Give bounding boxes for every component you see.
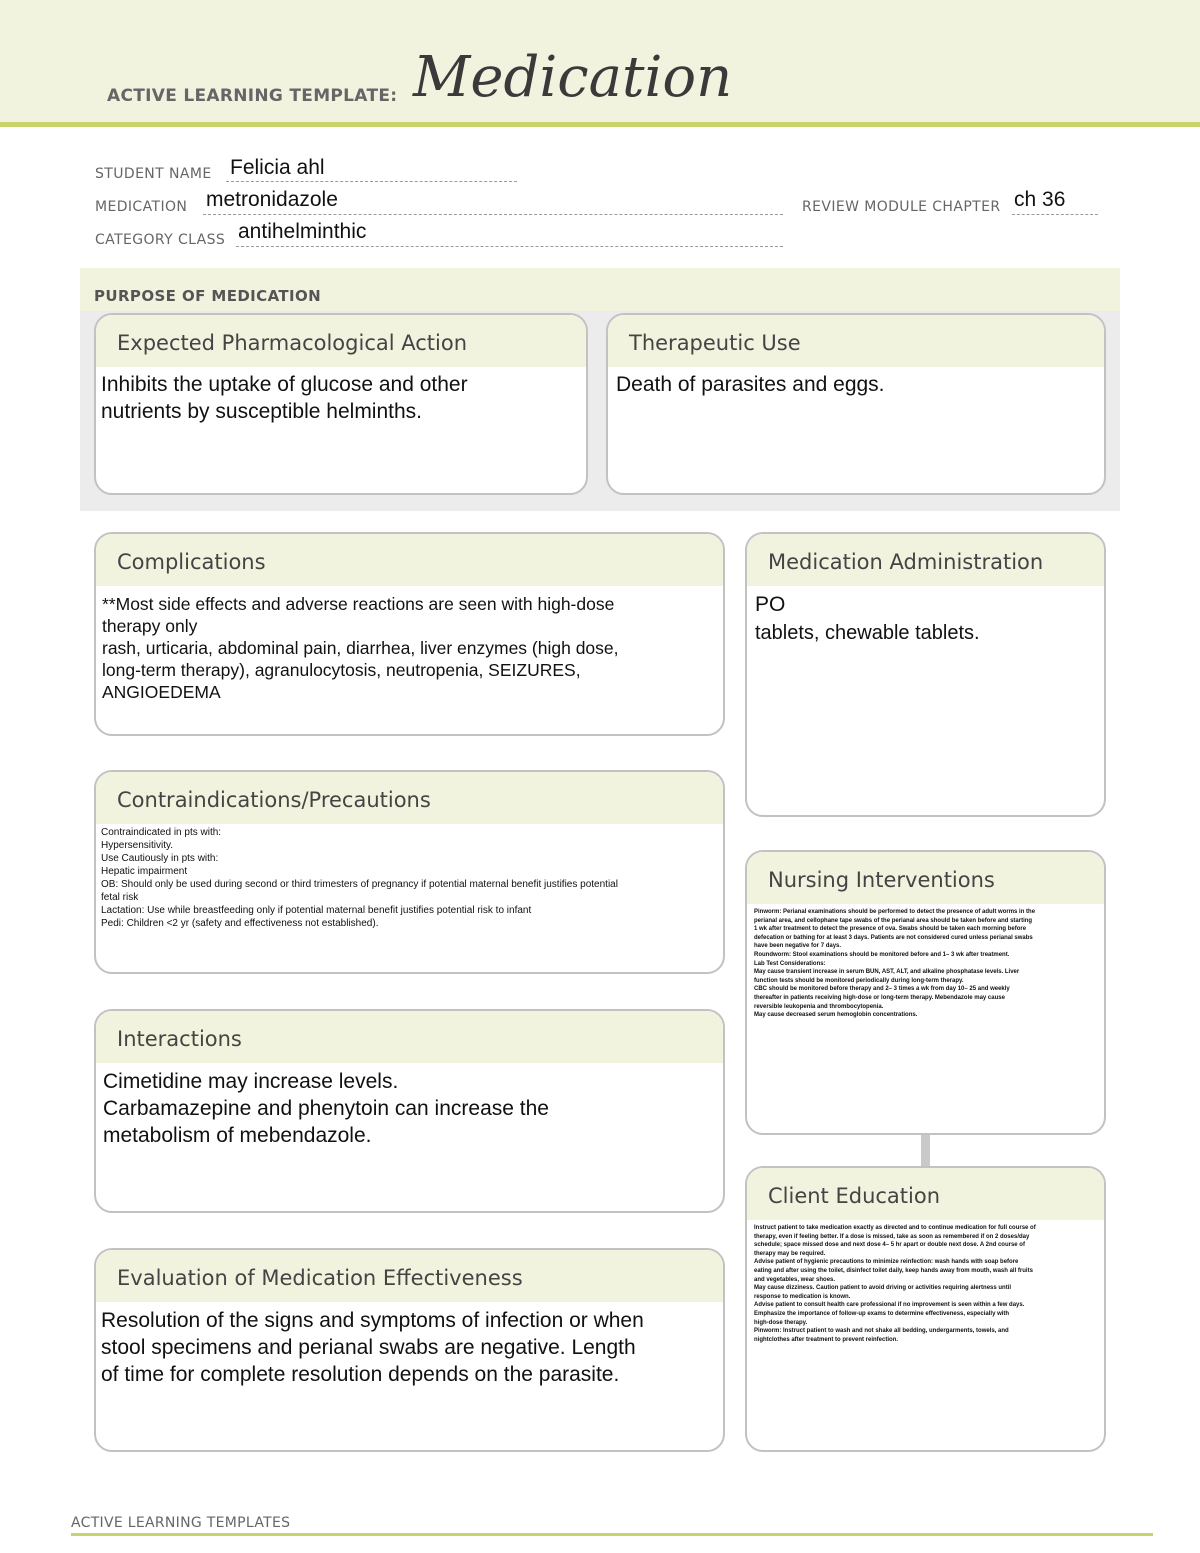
student-name-label: STUDENT NAME xyxy=(95,166,212,182)
review-module-chapter-value[interactable]: ch 36 xyxy=(1014,188,1066,211)
education-line: high-dose therapy. xyxy=(754,1319,808,1326)
nursing-line: 1 wk after treatment to detect the presence of ova. Swabs should be taken each morning before xyxy=(754,926,1027,933)
therapeutic-use-heading: Therapeutic Use xyxy=(608,315,1104,367)
student-name-value[interactable]: Felicia ahl xyxy=(230,156,325,179)
contraindications-box xyxy=(94,770,725,974)
interactions-heading: Interactions xyxy=(96,1011,723,1063)
nursing-line: Roundworm: Stool examinations should be monitored before and 1– 3 wk after treatment. xyxy=(754,951,1010,958)
complications-line: **Most side effects and adverse reactions are seen with high-dose xyxy=(102,594,615,614)
student-name-line xyxy=(226,181,517,182)
administration-text[interactable] xyxy=(747,586,1104,647)
therapeutic-use-box xyxy=(606,313,1106,495)
interactions-line: Cimetidine may increase levels. xyxy=(103,1070,399,1093)
nursing-interventions-text[interactable] xyxy=(747,904,1104,1020)
complications-line: therapy only xyxy=(102,616,198,636)
administration-line: tablets, chewable tablets. xyxy=(755,622,980,644)
contraindications-line: Hepatic impairment xyxy=(101,866,188,877)
nursing-line: thereafter in patients receiving high-dose or long-term therapy. Mebendazole may cause xyxy=(754,994,1005,1001)
template-prefix: ACTIVE LEARNING TEMPLATE: xyxy=(107,86,398,106)
evaluation-box xyxy=(94,1248,725,1452)
complications-line: long-term therapy), agranulocytosis, neutropenia, SEIZURES, xyxy=(102,660,581,680)
contraindications-line: Use Cautiously in pts with: xyxy=(101,853,219,864)
nursing-interventions-box xyxy=(745,850,1106,1135)
client-education-text[interactable] xyxy=(747,1220,1104,1344)
nursing-interventions-heading: Nursing Interventions xyxy=(747,852,1104,904)
contraindications-line: Pedi: Children <2 yr (safety and effectiveness not established). xyxy=(101,918,379,929)
administration-heading: Medication Administration xyxy=(747,534,1104,586)
header-accent-line xyxy=(0,122,1200,127)
nursing-line: reversible leukopenia and thrombocytopenia. xyxy=(754,1003,884,1010)
client-education-box xyxy=(745,1166,1106,1452)
page-title: Medication xyxy=(413,45,733,110)
contraindications-heading: Contraindications/Precautions xyxy=(96,772,723,824)
expected-action-box xyxy=(94,313,588,495)
complications-text[interactable] xyxy=(96,586,723,703)
medication-value[interactable]: metronidazole xyxy=(206,188,338,211)
contraindications-line: OB: Should only be used during second or third trimesters of pregnancy if potential maternal benefit justifies potential xyxy=(101,879,618,890)
evaluation-text[interactable] xyxy=(96,1302,723,1388)
category-class-line xyxy=(236,246,783,247)
therapeutic-use-text[interactable] xyxy=(608,367,1104,398)
medication-line xyxy=(203,214,783,215)
nursing-line: defecation or bathing for at least 3 days. Patients are not considered cured unless perianal swabs xyxy=(754,934,1033,941)
complications-line: ANGIOEDEMA xyxy=(102,682,221,702)
nursing-line: perianal area, and cellophane tape swabs of the perianal area should be taken before and starting xyxy=(754,917,1033,924)
purpose-title: PURPOSE OF MEDICATION xyxy=(94,287,322,305)
contraindications-text[interactable] xyxy=(96,824,723,930)
contraindications-line: fetal risk xyxy=(101,892,139,903)
administration-box xyxy=(745,532,1106,817)
education-line: therapy may be required. xyxy=(754,1250,826,1257)
category-class-label: CATEGORY CLASS xyxy=(95,232,226,248)
education-line: and vegetables, wear shoes. xyxy=(754,1276,836,1283)
interactions-text[interactable] xyxy=(96,1063,723,1149)
footer-accent-line xyxy=(71,1533,1153,1536)
complications-box xyxy=(94,532,725,736)
evaluation-line: of time for complete resolution depends on the parasite. xyxy=(101,1363,620,1386)
education-line: eating and after using the toilet, disinfect toilet daily, keep hands away from mouth, wash all fruits xyxy=(754,1267,1033,1274)
evaluation-heading: Evaluation of Medication Effectiveness xyxy=(96,1250,723,1302)
interactions-box xyxy=(94,1009,725,1213)
expected-action-line: nutrients by susceptible helminths. xyxy=(101,400,422,423)
education-line: Emphasize the importance of follow-up exams to determine effectiveness, especially with xyxy=(754,1310,1010,1317)
nursing-line: CBC should be monitored before therapy and 2– 3 times a wk from day 10– 25 and weekly xyxy=(754,986,1010,993)
education-line: May cause dizziness. Caution patient to avoid driving or activities requiring alertness until xyxy=(754,1285,1012,1292)
expected-action-heading: Expected Pharmacological Action xyxy=(96,315,586,367)
complications-heading: Complications xyxy=(96,534,723,586)
education-line: nightclothes after treatment to prevent reinfection. xyxy=(754,1336,899,1343)
therapeutic-use-line: Death of parasites and eggs. xyxy=(616,373,885,396)
complications-line: rash, urticaria, abdominal pain, diarrhea, liver enzymes (high dose, xyxy=(102,638,619,658)
education-line: Pinworm: Instruct patient to wash and not shake all bedding, undergarments, towels, and xyxy=(754,1328,1009,1335)
interactions-line: metabolism of mebendazole. xyxy=(103,1124,372,1147)
medication-label: MEDICATION xyxy=(95,199,188,215)
footer-text: ACTIVE LEARNING TEMPLATES xyxy=(71,1515,291,1531)
evaluation-line: stool specimens and perianal swabs are negative. Length xyxy=(101,1336,636,1359)
review-module-chapter-line xyxy=(1012,214,1098,215)
administration-line: PO xyxy=(755,593,786,616)
education-line: schedule; space missed dose and next dose 4– 5 hr apart or double next dose. A 2nd course of xyxy=(754,1242,1025,1249)
review-module-chapter-label: REVIEW MODULE CHAPTER xyxy=(802,199,1001,215)
nursing-line: May cause decreased serum hemoglobin concentrations. xyxy=(754,1012,918,1019)
nursing-line: have been negative for 7 days. xyxy=(754,943,842,950)
contraindications-line: Lactation: Use while breastfeeding only if potential maternal benefit justifies potential risk to infant xyxy=(101,905,532,916)
client-education-heading: Client Education xyxy=(747,1168,1104,1220)
contraindications-line: Hypersensitivity. xyxy=(101,840,174,851)
interactions-line: Carbamazepine and phenytoin can increase the xyxy=(103,1097,549,1120)
nursing-line: May cause transient increase in serum BUN, AST, ALT, and alkaline phosphatase levels. Liver xyxy=(754,969,1020,976)
education-line: Advise patient to consult health care professional if no improvement is seen within a few days. xyxy=(754,1302,1025,1309)
education-line: Advise patient of hygienic precautions to minimize reinfection: wash hands with soap before xyxy=(754,1259,1019,1266)
nursing-line: function tests should be monitored periodically during long-term therapy. xyxy=(754,977,964,984)
nursing-line: Lab Test Considerations: xyxy=(754,960,826,967)
box-connector xyxy=(921,1135,930,1167)
expected-action-line: Inhibits the uptake of glucose and other xyxy=(101,373,468,396)
nursing-line: Pinworm: Perianal examinations should be performed to detect the presence of adult worms in the xyxy=(754,909,1036,915)
education-line: therapy, even if feeling better. If a dose is missed, take as soon as remembered if on 2 doses/day xyxy=(754,1233,1030,1240)
expected-action-text[interactable] xyxy=(96,367,586,425)
education-line: Instruct patient to take medication exactly as directed and to continue medication for full course of xyxy=(754,1225,1036,1231)
education-line: response to medication is known. xyxy=(754,1293,851,1300)
contraindications-line: Contraindicated in pts with: xyxy=(101,827,222,838)
category-class-value[interactable]: antihelminthic xyxy=(238,220,367,243)
evaluation-line: Resolution of the signs and symptoms of infection or when xyxy=(101,1309,644,1332)
